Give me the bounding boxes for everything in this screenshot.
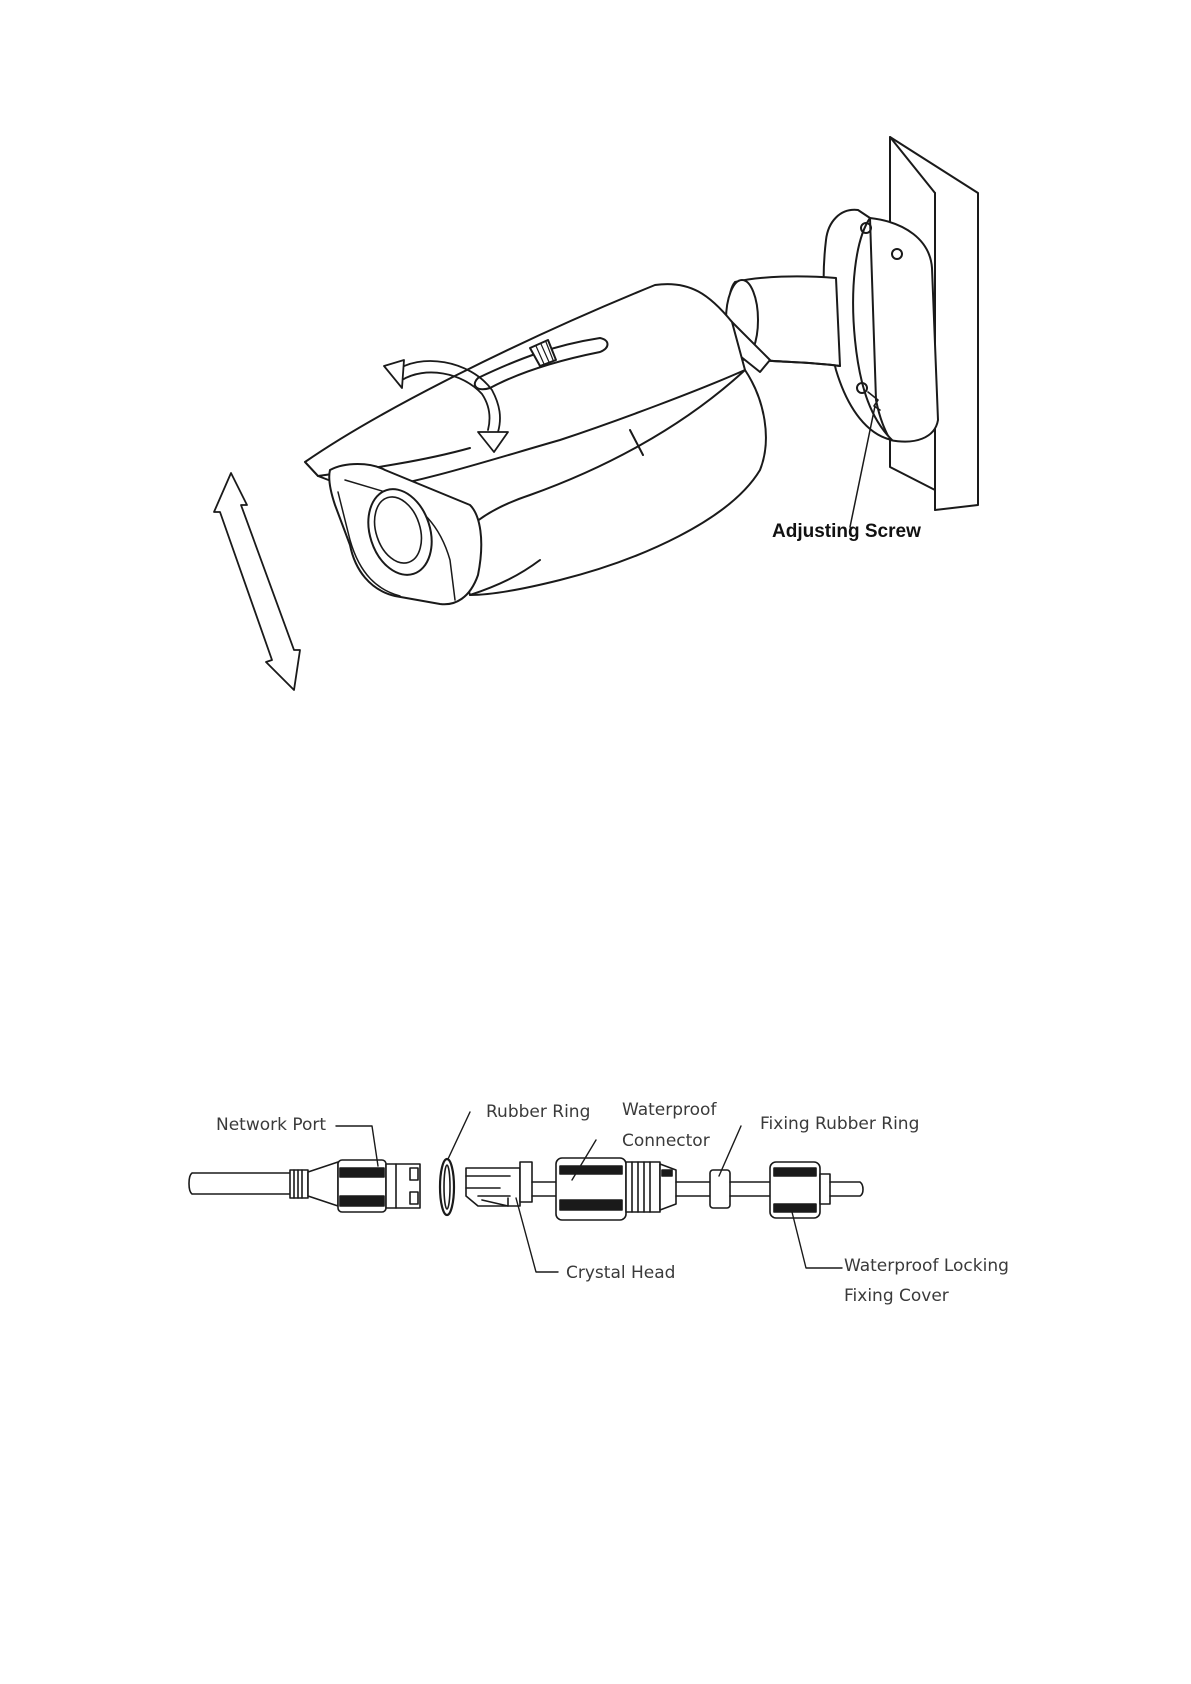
crystal-head-label: Crystal Head [566,1263,676,1283]
waterproof-locking-label-line2: Fixing Cover [844,1286,949,1306]
waterproof-locking-cover [770,1162,863,1218]
waterproof-connector-label-line2: Connector [622,1131,710,1151]
network-port [338,1160,420,1212]
waterproof-locking-label-line1: Waterproof Locking [844,1256,1009,1276]
rubber-ring-label: Rubber Ring [486,1102,591,1122]
crystal-head [466,1162,560,1206]
waterproof-connector-label-line1: Waterproof [622,1100,717,1120]
rubber-ring [440,1159,454,1215]
fixing-rubber-ring-label: Fixing Rubber Ring [760,1114,920,1134]
network-port-label: Network Port [216,1115,327,1135]
network-cable [189,1162,338,1206]
adjusting-screw-label: Adjusting Screw [772,521,921,542]
